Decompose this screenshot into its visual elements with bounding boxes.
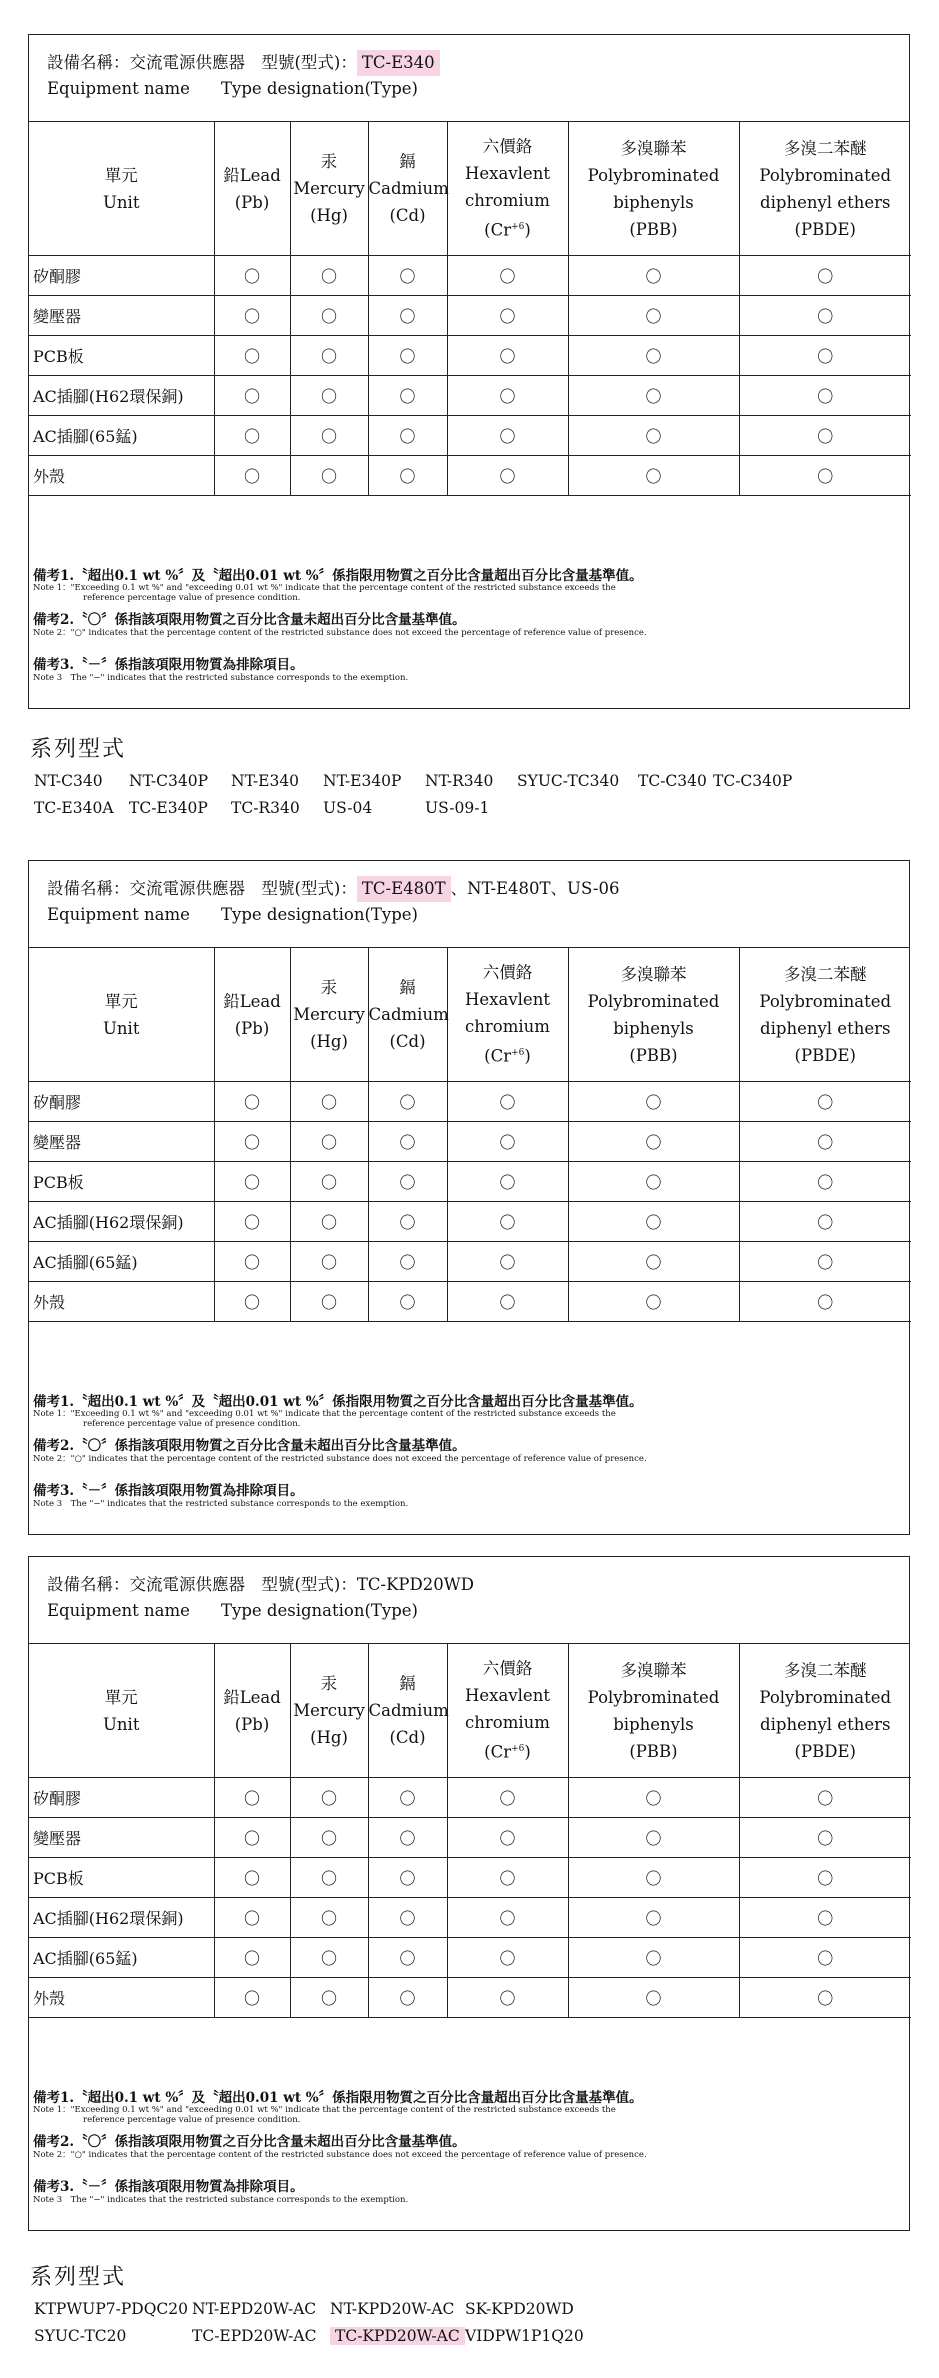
unit-name: 變壓器 [29,296,214,336]
compliance-mark: 〇 [290,1818,368,1858]
rohs-declaration-table [28,860,910,1535]
compliance-mark: 〇 [739,1938,911,1978]
unit-name: PCB板 [29,1858,214,1898]
table-row [29,376,911,416]
compliance-mark: 〇 [447,1282,568,1322]
note-1-en-cont: reference percentage value of presence condition. [83,2115,301,2125]
rohs-declaration-table [28,34,910,709]
table-row [29,416,911,456]
table-row [29,1162,911,1202]
model-rest: 、NT-E480T、US-06 [450,879,620,898]
compliance-mark: 〇 [214,1122,290,1162]
compliance-mark: 〇 [568,1778,739,1818]
series-model: NT-KPD20W-AC [330,2300,455,2318]
col-mercury: 汞 Mercury (Hg) [290,122,368,256]
series-model-highlight: TC-KPD20W-AC [330,2327,465,2345]
compliance-mark: 〇 [214,336,290,376]
compliance-mark: 〇 [568,376,739,416]
compliance-mark: 〇 [214,1282,290,1322]
table-row [29,1818,911,1858]
col-unit: 單元 Unit [29,122,214,256]
compliance-mark: 〇 [214,376,290,416]
column-header-row [29,122,911,256]
compliance-mark: 〇 [447,1818,568,1858]
compliance-mark: 〇 [290,1282,368,1322]
unit-name: AC插腳(65錳) [29,1242,214,1282]
compliance-mark: 〇 [568,1938,739,1978]
compliance-mark: 〇 [368,1818,447,1858]
compliance-mark: 〇 [447,1938,568,1978]
compliance-mark: 〇 [739,1898,911,1938]
table-row [29,1898,911,1938]
table-row [29,1082,911,1122]
table-row [29,1282,911,1322]
table-row [29,256,911,296]
series-model: NT-C340P [129,772,209,790]
unit-name: PCB板 [29,336,214,376]
compliance-mark: 〇 [368,1122,447,1162]
unit-name: 外殼 [29,1978,214,2018]
compliance-mark: 〇 [447,456,568,496]
series-model: VIDPW1P1Q20 [465,2327,584,2345]
col-pbde: 多溴二苯醚 Polybrominated diphenyl ethers (PBDE) [739,122,911,256]
compliance-mark: 〇 [739,1082,911,1122]
compliance-mark: 〇 [368,1162,447,1202]
compliance-mark: 〇 [214,1242,290,1282]
series-model: TC-C340 [638,772,707,790]
compliance-mark: 〇 [447,1242,568,1282]
compliance-mark: 〇 [739,1818,911,1858]
compliance-mark: 〇 [368,1978,447,2018]
compliance-mark: 〇 [447,1122,568,1162]
col-mercury: 汞 Mercury (Hg) [290,948,368,1082]
compliance-mark: 〇 [290,1858,368,1898]
compliance-mark: 〇 [290,1978,368,2018]
note-3-en: Note 3 The "−" indicates that the restricted substance corresponds to the exemption. [33,673,409,683]
series-model: KTPWUP7-PDQC20 [34,2300,189,2318]
compliance-mark: 〇 [368,1282,447,1322]
compliance-mark: 〇 [568,1082,739,1122]
col-lead: 鉛Lead (Pb) [214,948,290,1082]
compliance-mark: 〇 [214,296,290,336]
unit-name: PCB板 [29,1162,214,1202]
col-cadmium: 鎘 Cadmium (Cd) [368,948,447,1082]
compliance-mark: 〇 [447,1778,568,1818]
compliance-mark: 〇 [290,1082,368,1122]
compliance-mark: 〇 [214,1162,290,1202]
compliance-mark: 〇 [739,1282,911,1322]
unit-name: AC插腳(H62環保銅) [29,376,214,416]
compliance-mark: 〇 [739,336,911,376]
compliance-mark: 〇 [447,296,568,336]
table-row [29,336,911,376]
col-lead: 鉛Lead (Pb) [214,1644,290,1778]
unit-name: 矽酮膠 [29,1778,214,1818]
unit-name: 變壓器 [29,1122,214,1162]
series-model: TC-R340 [231,799,300,817]
compliance-mark: 〇 [368,416,447,456]
substance-table [29,948,911,1322]
series-row [34,799,489,817]
compliance-mark: 〇 [447,256,568,296]
equipment-name-en: Equipment name [47,905,190,924]
note-1-cn: 備考1.〝超出0.1 wt %〞及〝超出0.01 wt %〞係指限用物質之百分比含量超出百分比含量基準值。 [33,568,643,584]
table-header [29,35,909,122]
substance-table [29,1644,911,2018]
compliance-mark: 〇 [368,1082,447,1122]
series-model: NT-EPD20W-AC [192,2300,317,2318]
col-unit: 單元 Unit [29,1644,214,1778]
series-model: US-09-1 [425,799,490,817]
note-3-cn: 備考3.〝－〞係指該項限用物質為排除項目。 [33,657,304,673]
note-2-cn: 備考2.〝〇〞係指該項限用物質之百分比含量未超出百分比含量基準值。 [33,612,466,628]
notes-section [29,2018,909,2230]
compliance-mark: 〇 [214,1778,290,1818]
table-row [29,1858,911,1898]
unit-name: AC插腳(H62環保銅) [29,1202,214,1242]
equipment-name-cn: 設備名稱：交流電源供應器 型號(型式)： [47,879,357,898]
substance-table [29,122,911,496]
compliance-mark: 〇 [290,1898,368,1938]
table-header [29,861,909,948]
series-model [330,2327,465,2345]
col-pbb: 多溴聯苯 Polybrominated biphenyls (PBB) [568,1644,739,1778]
type-designation-en: Type designation(Type) [221,79,418,98]
note-1-cn: 備考1.〝超出0.1 wt %〞及〝超出0.01 wt %〞係指限用物質之百分比含量超出百分比含量基準值。 [33,2090,643,2106]
compliance-mark: 〇 [568,1242,739,1282]
unit-name: AC插腳(65錳) [29,1938,214,1978]
table-row [29,296,911,336]
col-unit: 單元 Unit [29,948,214,1082]
compliance-mark: 〇 [568,1162,739,1202]
compliance-mark: 〇 [568,1818,739,1858]
compliance-mark: 〇 [568,336,739,376]
col-chromium: 六價鉻 Hexavlent chromium $(Cr^{+6})$ [447,122,568,256]
compliance-mark: 〇 [368,256,447,296]
compliance-mark: 〇 [739,1242,911,1282]
series-model: NT-E340P [323,772,402,790]
note-1-cn: 備考1.〝超出0.1 wt %〞及〝超出0.01 wt %〞係指限用物質之百分比含量超出百分比含量基準值。 [33,1394,643,1410]
compliance-mark: 〇 [214,1898,290,1938]
note-2-cn: 備考2.〝〇〞係指該項限用物質之百分比含量未超出百分比含量基準值。 [33,2134,466,2150]
compliance-mark: 〇 [368,296,447,336]
compliance-mark: 〇 [739,296,911,336]
rohs-declaration-table [28,1556,910,2231]
table-row [29,456,911,496]
compliance-mark: 〇 [368,1898,447,1938]
note-1-en-cont: reference percentage value of presence condition. [83,593,301,603]
table-row [29,1122,911,1162]
note-2-en: Note 2："○" indicates that the percentage content of the restricted substance does not exceed the percentage of reference value of presence. [33,2150,647,2160]
compliance-mark: 〇 [568,1978,739,2018]
series-title: 系列型式 [30,2265,127,2290]
compliance-mark: 〇 [568,456,739,496]
equipment-name-en: Equipment name [47,79,190,98]
compliance-mark: 〇 [447,1978,568,2018]
series-model: SYUC-TC340 [517,772,620,790]
compliance-mark: 〇 [290,1938,368,1978]
equipment-name-en: Equipment name [47,1601,190,1620]
series-row [34,2327,584,2345]
compliance-mark: 〇 [447,336,568,376]
note-3-cn: 備考3.〝－〞係指該項限用物質為排除項目。 [33,2179,304,2195]
note-2-cn: 備考2.〝〇〞係指該項限用物質之百分比含量未超出百分比含量基準值。 [33,1438,466,1454]
model-rest: TC-KPD20WD [356,1575,474,1594]
compliance-mark: 〇 [739,1122,911,1162]
note-1-en: Note 1："Exceeding 0.1 wt %" and "exceeding 0.01 wt %" indicate that the percentage content of the restricted substance exceeds the [33,583,616,593]
col-pbb: 多溴聯苯 Polybrominated biphenyls (PBB) [568,122,739,256]
compliance-mark: 〇 [739,1978,911,2018]
compliance-mark: 〇 [739,1778,911,1818]
series-model: TC-C340P [713,772,793,790]
compliance-mark: 〇 [447,1898,568,1938]
note-1-en: Note 1："Exceeding 0.1 wt %" and "exceeding 0.01 wt %" indicate that the percentage content of the restricted substance exceeds the [33,1409,616,1419]
table-row [29,1778,911,1818]
compliance-mark: 〇 [368,1778,447,1818]
note-3-cn: 備考3.〝－〞係指該項限用物質為排除項目。 [33,1483,304,1499]
compliance-mark: 〇 [368,376,447,416]
compliance-mark: 〇 [447,1162,568,1202]
compliance-mark: 〇 [368,1858,447,1898]
unit-name: 外殼 [29,1282,214,1322]
note-3-en: Note 3 The "−" indicates that the restricted substance corresponds to the exemption. [33,1499,409,1509]
compliance-mark: 〇 [290,256,368,296]
model-highlight: TC-E340 [357,50,440,76]
compliance-mark: 〇 [290,456,368,496]
note-2-en: Note 2："○" indicates that the percentage content of the restricted substance does not exceed the percentage of reference value of presence. [33,1454,647,1464]
col-chromium: 六價鉻 Hexavlent chromium $(Cr^{+6})$ [447,948,568,1082]
col-cadmium: 鎘 Cadmium (Cd) [368,122,447,256]
compliance-mark: 〇 [568,296,739,336]
compliance-mark: 〇 [214,1858,290,1898]
unit-name: 外殼 [29,456,214,496]
compliance-mark: 〇 [368,1938,447,1978]
model-highlight: TC-E480T [357,876,451,902]
notes-section [29,1322,909,1534]
unit-name: AC插腳(H62環保銅) [29,1898,214,1938]
series-model: TC-E340P [129,799,208,817]
compliance-mark: 〇 [447,1082,568,1122]
table-row [29,1242,911,1282]
column-header-row [29,1644,911,1778]
compliance-mark: 〇 [214,256,290,296]
column-header-row [29,948,911,1082]
series-row [34,2300,574,2318]
series-model: TC-EPD20W-AC [192,2327,317,2345]
compliance-mark: 〇 [739,1162,911,1202]
col-pbde: 多溴二苯醚 Polybrominated diphenyl ethers (PBDE) [739,1644,911,1778]
unit-name: 矽酮膠 [29,256,214,296]
series-model: NT-R340 [425,772,494,790]
compliance-mark: 〇 [214,456,290,496]
compliance-mark: 〇 [368,456,447,496]
compliance-mark: 〇 [447,416,568,456]
table-header [29,1557,909,1644]
compliance-mark: 〇 [290,296,368,336]
table-row [29,1978,911,2018]
compliance-mark: 〇 [739,376,911,416]
compliance-mark: 〇 [290,1122,368,1162]
series-row [34,772,792,790]
series-model: NT-E340 [231,772,300,790]
note-2-en: Note 2："○" indicates that the percentage content of the restricted substance does not exceed the percentage of reference value of presence. [33,628,647,638]
type-designation-en: Type designation(Type) [221,905,418,924]
compliance-mark: 〇 [368,336,447,376]
col-cadmium: 鎘 Cadmium (Cd) [368,1644,447,1778]
compliance-mark: 〇 [290,336,368,376]
compliance-mark: 〇 [290,1202,368,1242]
compliance-mark: 〇 [568,1122,739,1162]
type-designation-en: Type designation(Type) [221,1601,418,1620]
compliance-mark: 〇 [290,1778,368,1818]
compliance-mark: 〇 [290,376,368,416]
col-mercury: 汞 Mercury (Hg) [290,1644,368,1778]
compliance-mark: 〇 [568,1202,739,1242]
equipment-name-cn: 設備名稱：交流電源供應器 型號(型式)： [47,53,357,72]
compliance-mark: 〇 [739,256,911,296]
equipment-name-cn: 設備名稱：交流電源供應器 型號(型式)： [47,1575,357,1594]
compliance-mark: 〇 [447,1858,568,1898]
table-row [29,1202,911,1242]
series-model: NT-C340 [34,772,103,790]
unit-name: 變壓器 [29,1818,214,1858]
compliance-mark: 〇 [290,1162,368,1202]
compliance-mark: 〇 [568,1898,739,1938]
note-1-en-cont: reference percentage value of presence condition. [83,1419,301,1429]
compliance-mark: 〇 [447,1202,568,1242]
col-pbb: 多溴聯苯 Polybrominated biphenyls (PBB) [568,948,739,1082]
compliance-mark: 〇 [447,376,568,416]
compliance-mark: 〇 [568,1282,739,1322]
compliance-mark: 〇 [739,416,911,456]
col-chromium: 六價鉻 Hexavlent chromium $(Cr^{+6})$ [447,1644,568,1778]
compliance-mark: 〇 [739,1858,911,1898]
note-1-en: Note 1："Exceeding 0.1 wt %" and "exceeding 0.01 wt %" indicate that the percentage content of the restricted substance exceeds the [33,2105,616,2115]
compliance-mark: 〇 [368,1242,447,1282]
unit-name: 矽酮膠 [29,1082,214,1122]
unit-name: AC插腳(65錳) [29,416,214,456]
compliance-mark: 〇 [214,1938,290,1978]
col-pbde: 多溴二苯醚 Polybrominated diphenyl ethers (PBDE) [739,948,911,1082]
compliance-mark: 〇 [214,1202,290,1242]
series-model: TC-E340A [34,799,114,817]
compliance-mark: 〇 [368,1202,447,1242]
compliance-mark: 〇 [568,416,739,456]
table-row [29,1938,911,1978]
compliance-mark: 〇 [739,1202,911,1242]
compliance-mark: 〇 [739,456,911,496]
series-title: 系列型式 [30,737,127,762]
note-3-en: Note 3 The "−" indicates that the restricted substance corresponds to the exemption. [33,2195,409,2205]
compliance-mark: 〇 [568,256,739,296]
compliance-mark: 〇 [214,1978,290,2018]
compliance-mark: 〇 [290,1242,368,1282]
compliance-mark: 〇 [214,1082,290,1122]
compliance-mark: 〇 [214,416,290,456]
col-lead: 鉛Lead (Pb) [214,122,290,256]
series-model: SK-KPD20WD [465,2300,574,2318]
notes-section [29,496,909,708]
compliance-mark: 〇 [290,416,368,456]
series-model: SYUC-TC20 [34,2327,127,2345]
series-model: US-04 [323,799,373,817]
compliance-mark: 〇 [568,1858,739,1898]
compliance-mark: 〇 [214,1818,290,1858]
